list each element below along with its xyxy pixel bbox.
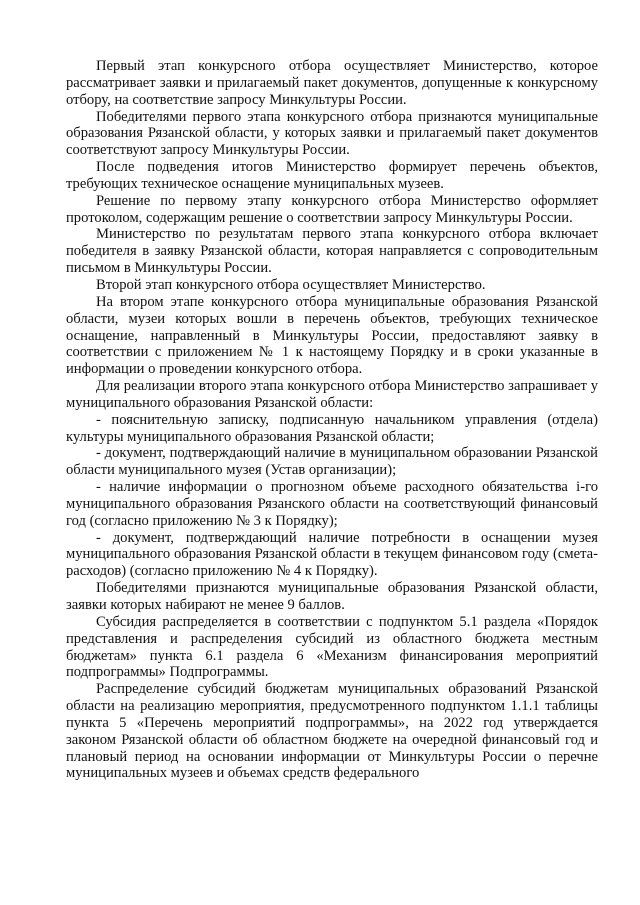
paragraph-9: Победителями признаются муниципальные образования Рязанской области, заявки которых набирают не менее 9 баллов. — [66, 580, 598, 613]
paragraph-10: Субсидия распределяется в соответствии с подпунктом 5.1 раздела «Порядок представления и распределения субсидий из областного бюджета местным бюджетам» пункта 6.1 раздела 6 «Механизм финансирования мероприятий подпрограммы» Подпрограммы. — [66, 613, 598, 681]
paragraph-2: Победителями первого этапа конкурсного отбора признаются муниципальные образования Рязанской области, у которых заявки и прилагаемый пакет документов соответствуют запросу Минкультуры России. — [66, 108, 598, 159]
list-item-3: - наличие информации о прогнозном объеме расходного обязательства i-го муниципального образования Рязанского области на соответствующий финансовый год (согласно приложению № 3 к Порядку); — [66, 479, 598, 529]
paragraph-1: Первый этап конкурсного отбора осуществляет Министерство, которое рассматривает заявки и прилагаемый пакет документов, допущенные к конкурсному отбору, на соответствие запросу Минкультуры России. — [66, 58, 598, 108]
paragraph-6: Второй этап конкурсного отбора осуществляет Министерство. — [96, 276, 486, 293]
list-item-2: - документ, подтверждающий наличие в муниципальном образовании Рязанской области муниципального музея (Устав организации); — [66, 445, 598, 479]
paragraph-7: На втором этапе конкурсного отбора муниципальные образования Рязанской области, музеи которых вошли в перечень объектов, требующих техническое оснащение, направленный в Минкультуры России, предоставляют заявку в соответствии с приложением № 1 к настоящему Порядку и в сроки указанные в информации о проведении конкурсного отбора. — [66, 293, 598, 378]
list-item-1: - пояснительную записку, подписанную начальником управления (отдела) культуры муниципального образования Рязанской области; — [66, 411, 598, 445]
paragraph-5: Министерство по результатам первого этапа конкурсного отбора включает победителя в заявку Рязанской области, которая направляется с сопроводительным письмом в Минкультуры России. — [66, 226, 598, 277]
list-item-4: - документ, подтверждающий наличие потребности в оснащении музея муниципального образования Рязанской области в текущем финансовом году (смета-расходов) (согласно приложению № 4 к Порядку). — [66, 529, 598, 580]
paragraph-11: Распределение субсидий бюджетам муниципальных образований Рязанской области на реализацию мероприятия, предусмотренного подпунктом 1.1.1 таблицы пункта 5 «Перечень мероприятий подпрограммы», на 2022 год утверждается законом Рязанской области об областном бюджете на очередной финансовый год и плановый период на основании информации от Минкультуры России о перечне муниципальных музеев и объемах средств федерального — [66, 681, 598, 782]
document-page — [66, 58, 598, 782]
paragraph-3: После подведения итогов Министерство формирует перечень объектов, требующих техническое оснащение муниципальных музеев. — [66, 159, 598, 192]
paragraph-8: Для реализации второго этапа конкурсного отбора Министерство запрашивает у муниципального образования Рязанской области: — [66, 378, 598, 411]
paragraph-4: Решение по первому этапу конкурсного отбора Министерство оформляет протоколом, содержащим решение о соответствии запросу Минкультуры России. — [66, 192, 598, 226]
